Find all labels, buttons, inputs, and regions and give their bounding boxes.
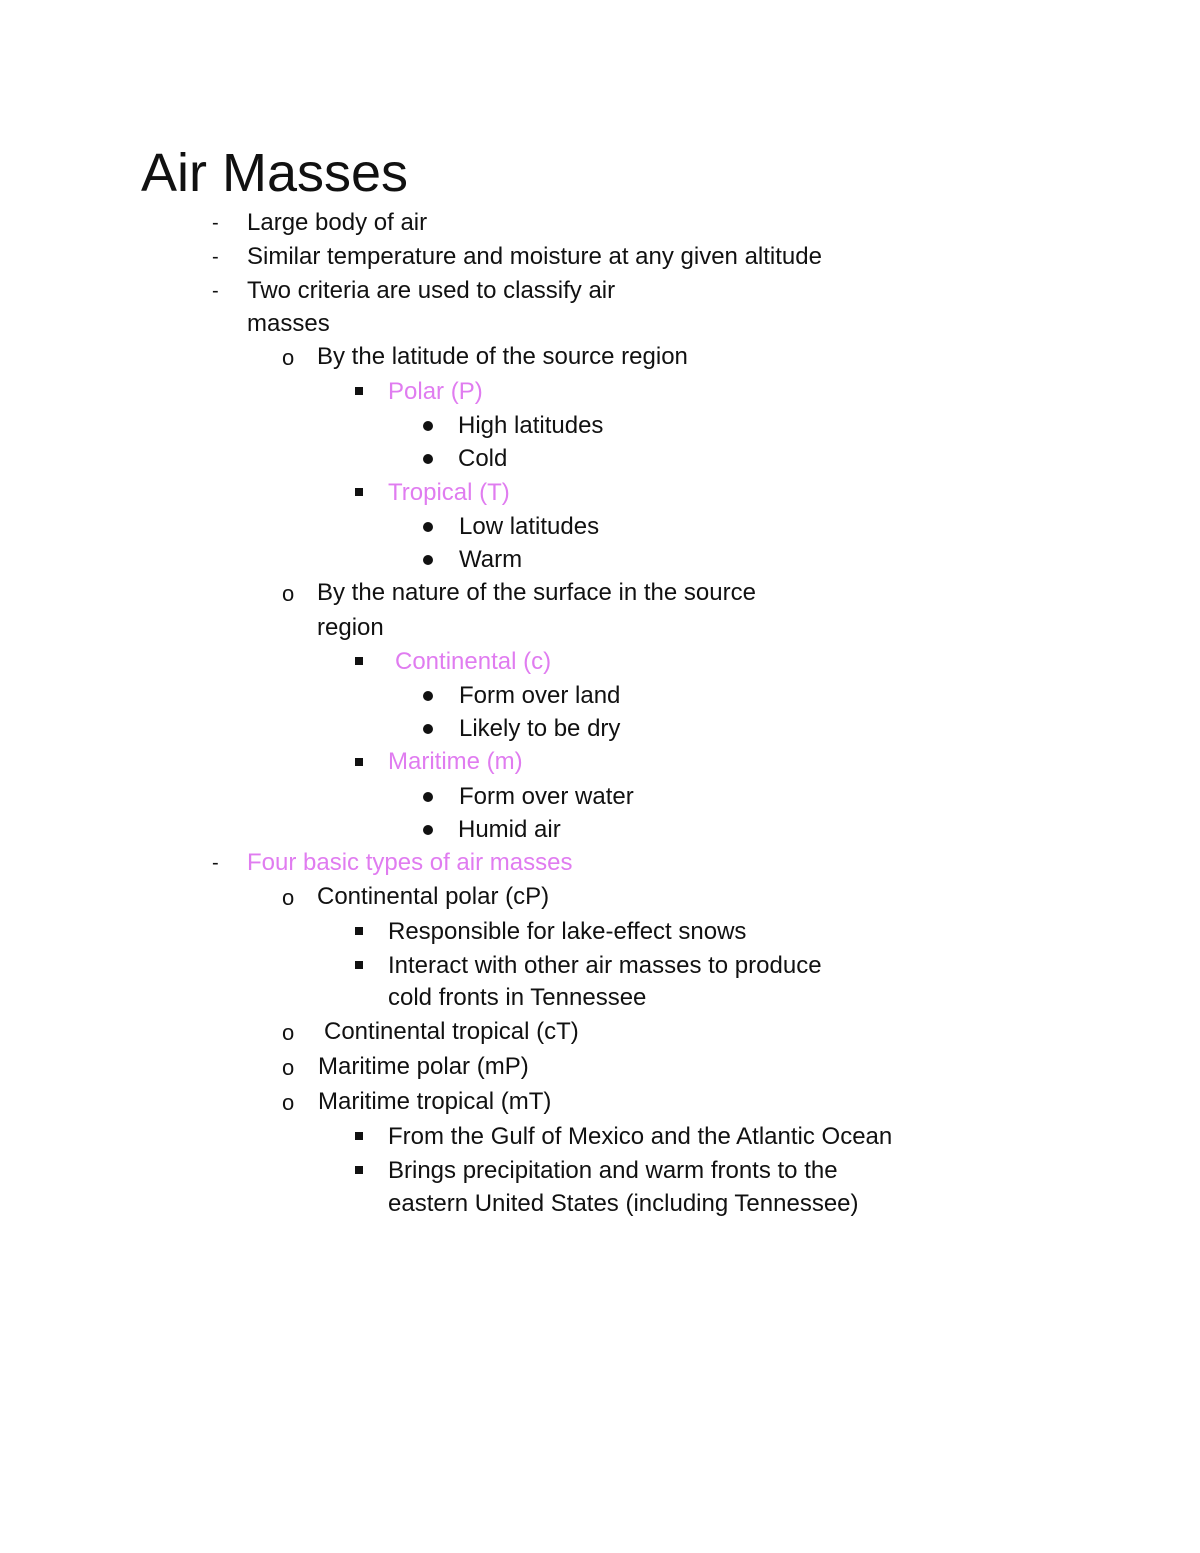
list-item: Form over water — [459, 783, 634, 810]
square-bullet — [355, 758, 363, 766]
list-item-highlight: Polar (P) — [388, 378, 483, 405]
dot-bullet — [423, 825, 433, 835]
square-bullet — [355, 1132, 363, 1140]
dot-bullet — [423, 522, 433, 532]
square-bullet — [355, 1166, 363, 1174]
list-item: Interact with other air masses to produce — [388, 952, 822, 979]
list-item-highlight: Four basic types of air masses — [247, 849, 573, 876]
list-item: Similar temperature and moisture at any given altitude — [247, 243, 822, 270]
list-item: Maritime tropical (mT) — [318, 1088, 552, 1115]
list-item-highlight: Maritime (m) — [388, 748, 523, 775]
list-item-continuation: eastern United States (including Tennessee) — [388, 1190, 859, 1217]
list-item: Maritime polar (mP) — [318, 1053, 529, 1080]
square-bullet — [355, 961, 363, 969]
list-item: Continental tropical (cT) — [324, 1018, 579, 1045]
page-title: Air Masses — [141, 143, 409, 203]
list-item: From the Gulf of Mexico and the Atlantic Ocean — [388, 1123, 893, 1150]
square-bullet — [355, 387, 363, 395]
dot-bullet — [423, 691, 433, 701]
dot-bullet — [423, 792, 433, 802]
dash-bullet: - — [212, 852, 219, 874]
dash-bullet: - — [212, 212, 219, 234]
circle-bullet: o — [282, 345, 295, 370]
dot-bullet — [423, 555, 433, 565]
circle-bullet: o — [282, 1090, 295, 1115]
circle-bullet: o — [282, 1055, 295, 1080]
list-item: Likely to be dry — [459, 715, 621, 742]
list-item: By the latitude of the source region — [317, 343, 688, 370]
list-item: Warm — [459, 546, 523, 573]
dash-bullet: - — [212, 246, 219, 268]
list-item-highlight: Continental (c) — [395, 648, 552, 675]
list-item: Brings precipitation and warm fronts to the — [388, 1157, 838, 1184]
list-item: Large body of air — [247, 209, 428, 236]
list-item-highlight: Tropical (T) — [388, 479, 510, 506]
dot-bullet — [423, 421, 433, 431]
square-bullet — [355, 927, 363, 935]
dot-bullet — [423, 454, 433, 464]
list-item-continuation: cold fronts in Tennessee — [388, 984, 647, 1011]
list-item: Responsible for lake-effect snows — [388, 918, 747, 945]
square-bullet — [355, 657, 363, 665]
list-item: Humid air — [458, 816, 561, 843]
square-bullet — [355, 488, 363, 496]
dot-bullet — [423, 724, 433, 734]
circle-bullet: o — [282, 1020, 295, 1045]
list-item: High latitudes — [458, 412, 604, 439]
circle-bullet: o — [282, 885, 295, 910]
list-item: Continental polar (cP) — [317, 883, 550, 910]
list-item-continuation: region — [317, 614, 384, 641]
list-item: Form over land — [459, 682, 621, 709]
dash-bullet: - — [212, 280, 219, 302]
list-item: Two criteria are used to classify air — [247, 277, 616, 304]
circle-bullet: o — [282, 581, 295, 606]
list-item: Low latitudes — [459, 513, 600, 540]
list-item-continuation: masses — [247, 310, 330, 337]
list-item: By the nature of the surface in the source — [317, 579, 756, 606]
list-item: Cold — [458, 445, 508, 472]
